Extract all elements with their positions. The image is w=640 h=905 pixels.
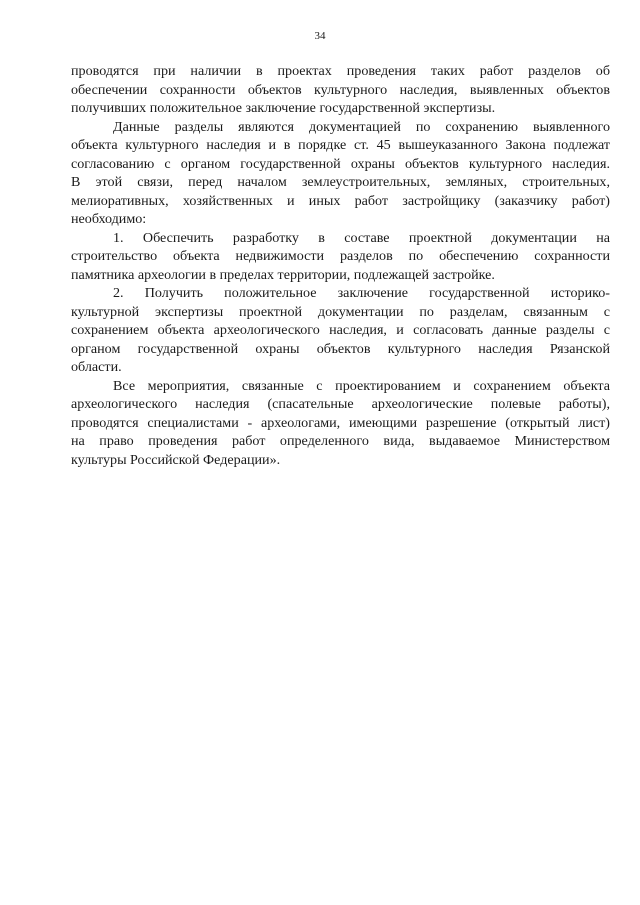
text-line: проводятся при наличии в проектах проведения таких работ разделов об [71, 63, 610, 79]
text-line: 1. Обеспечить разработку в составе проектной документации на [113, 229, 610, 246]
text-line: мелиоративных, хозяйственных и иных работ застройщику (заказчику работ) [71, 192, 610, 209]
list-item-2 [71, 284, 610, 377]
text-line: археологического наследия (спасательные археологические полевые работы), [71, 396, 610, 412]
text-line: В этой связи, перед началом землеустроительных, земляных, строительных, [71, 174, 610, 190]
page-number: 34 [314, 30, 326, 42]
text-line: объекта культурного наследия и в порядке ст. 45 вышеуказанного Закона подлежат [71, 137, 610, 153]
text-line: 2. Получить положительное заключение государственной историко- [113, 285, 610, 301]
paragraph-final [71, 377, 610, 470]
text-line: проводятся специалистами - археологами, имеющими разрешение (открытый лист) [71, 414, 610, 431]
text-line: культуры Российской Федерации». [71, 451, 281, 468]
text-line: на право проведения работ определенного вида, выдаваемое Министерством [71, 433, 610, 449]
text-line: Все мероприятия, связанные с проектированием и сохранением объекта [113, 377, 610, 394]
text-line: получивших положительное заключение государственной экспертизы. [71, 100, 496, 116]
text-line: необходимо: [71, 211, 147, 227]
text-line: обеспечении сохранности объектов культурного наследия, выявленных объектов [71, 81, 610, 98]
text-line: культурной экспертизы проектной документации по разделам, связанным с [71, 303, 610, 320]
text-line: согласованию с органом государственной охраны объектов культурного наследия. [71, 155, 610, 172]
text-line: строительство объекта недвижимости разделов по обеспечению сохранности [71, 248, 610, 264]
text-line: Данные разделы являются документацией по сохранению выявленного [113, 118, 610, 135]
list-item-1 [71, 229, 610, 285]
text-line: сохранением объекта археологического наследия, и согласовать данные разделы с [71, 322, 610, 338]
paragraph-continuation [71, 62, 610, 118]
paragraph-sections-documentation [71, 118, 610, 229]
text-line: области. [71, 359, 122, 375]
text-line: памятника археологии в пределах территории, подлежащей застройке. [71, 266, 495, 283]
text-line: органом государственной охраны объектов культурного наследия Рязанской [71, 340, 610, 357]
document-body [71, 62, 610, 469]
